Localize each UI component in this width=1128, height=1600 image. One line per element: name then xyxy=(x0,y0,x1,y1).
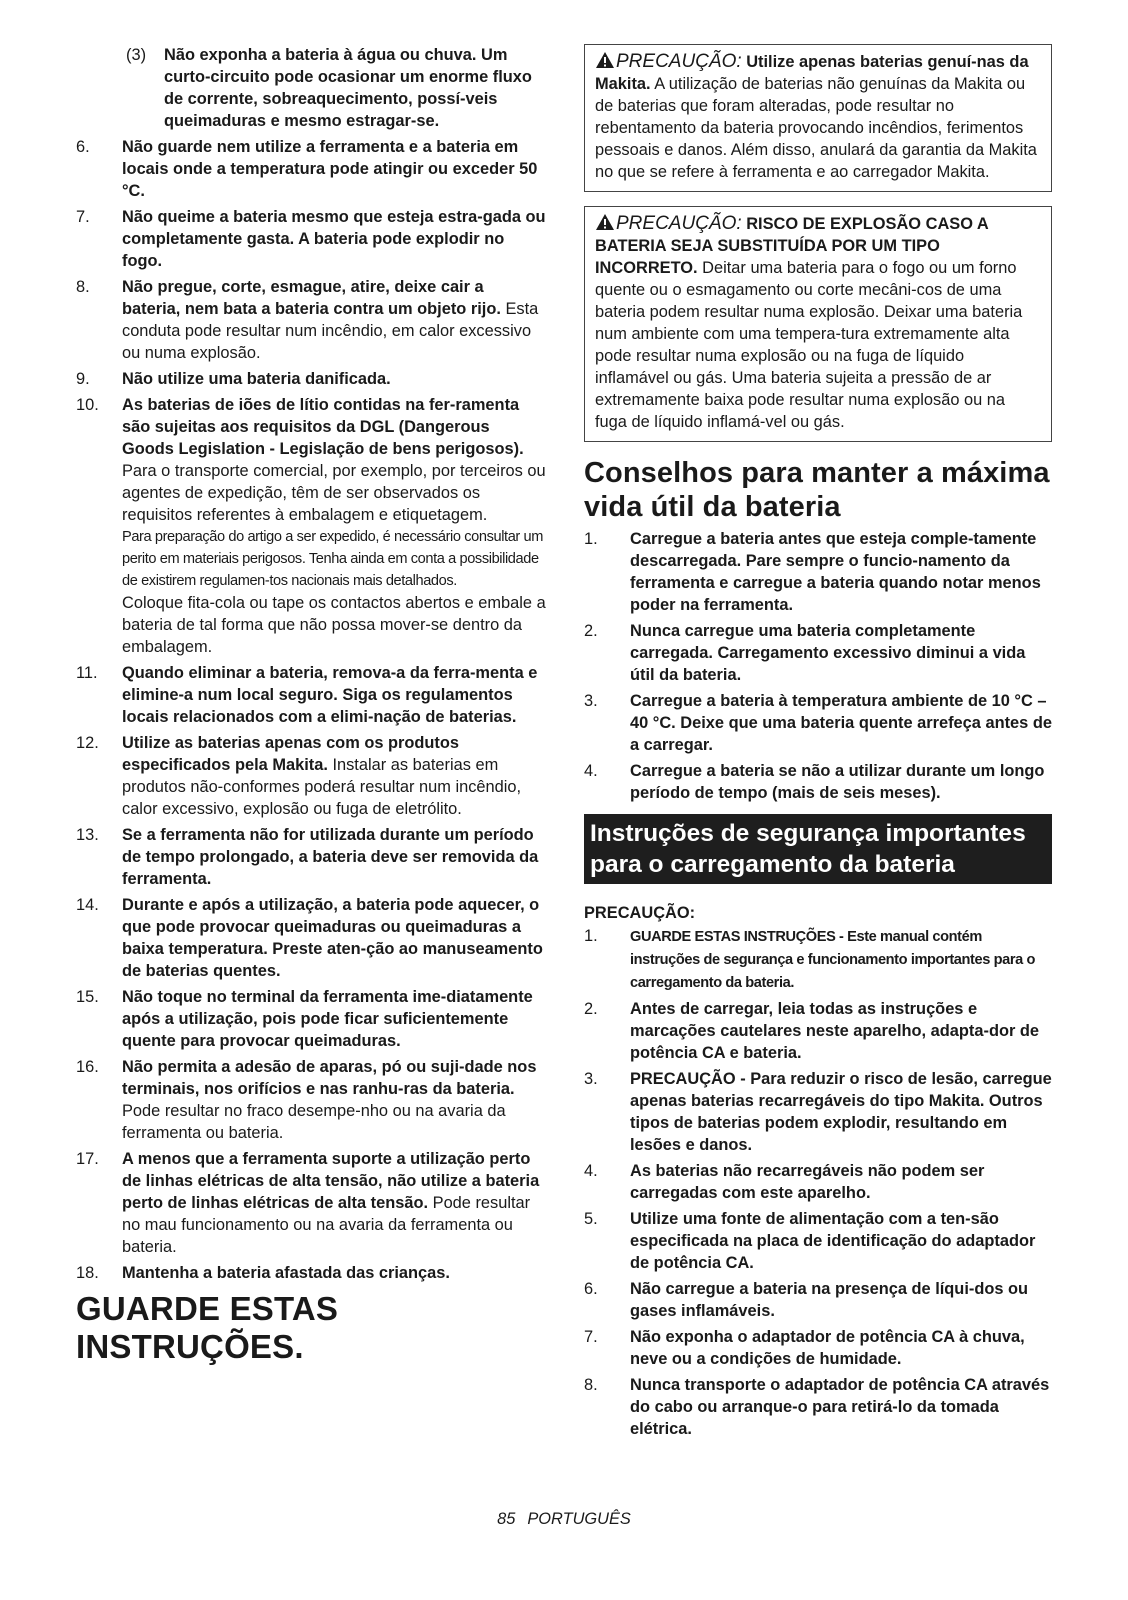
shipping-paragraph: Para preparação do artigo a ser expedido, é necessário consultar um perito em materiais perigosos. Tenha ainda em conta a possibilidade de existirem regulamen-tos nacionais mais detalhados. xyxy=(122,529,544,589)
item-bold-text: As baterias não recarregáveis não podem ser carregadas com este aparelho. xyxy=(630,1162,985,1202)
list-item xyxy=(584,1326,1052,1370)
item-bold-text: Não carregue a bateria na presença de líqui-dos ou gases inflamáveis. xyxy=(630,1280,1029,1320)
caution-bold-text: RISCO DE EXPLOSÃO CASO A BATERIA SEJA SUBSTITUÍDA POR UM TIPO INCORRETO. xyxy=(595,215,989,277)
item-number: 8. xyxy=(76,278,90,296)
item-number: 6. xyxy=(76,138,90,156)
list-item xyxy=(76,1262,546,1284)
charging-safety-heading: Instruções de segurança importantes para o carregamento da bateria xyxy=(584,814,1052,884)
item-bold-text: Se a ferramenta não for utilizada durante um período de tempo prolongado, a bateria deve ser removida da ferramenta. xyxy=(122,826,539,888)
item-bold-text: Durante e após a utilização, a bateria pode aquecer, o que pode provocar queimaduras ou queimaduras a baixa temperatura. Preste aten-ção ao manuseamento de baterias quentes. xyxy=(122,896,543,980)
item-number: 9. xyxy=(76,370,90,388)
item-bold-text: Carregue a bateria à temperatura ambiente de 10 °C – 40 °C. Deixe que uma bateria quente arrefeça antes de a carregar. xyxy=(630,692,1052,754)
battery-safety-list-a xyxy=(76,136,546,1284)
item-number: 3. xyxy=(584,692,598,710)
charging-safety-list xyxy=(584,925,1052,1440)
item-number: 4. xyxy=(584,762,598,780)
caution-normal-text: Deitar uma bateria para o fogo ou um forno quente ou o esmagamento ou corte mecâni-cos de uma bateria podem resultar numa explosão. Deixar uma bateria num ambiente com uma tempera-tura extremamente alta pode resultar numa explosão ou na fuga de líquido inflamável ou gás. Uma bateria sujeita a pressão de ar extremamente baixa pode resultar numa explosão ou na fuga de líquido inflamá-vel ou gás. xyxy=(595,259,1023,431)
item-normal-text: Instalar as baterias em produtos não-conformes poderá resultar num incêndio, calor excessivo, explosão ou fuga de eletrólito. xyxy=(122,756,522,818)
item-normal-text: Esta conduta pode resultar num incêndio, em calor excessivo ou numa explosão. xyxy=(122,300,539,362)
caution-heading: PRECAUÇÃO: xyxy=(584,904,696,922)
item-number: 12. xyxy=(76,734,99,752)
item-number: 4. xyxy=(584,1162,598,1180)
list-item-sub3 xyxy=(76,44,546,132)
item-normal-text: Pode resultar no mau funcionamento ou na avaria da ferramenta ou bateria. xyxy=(122,1194,531,1256)
item-number: 2. xyxy=(584,622,598,640)
item-bold-text: Não toque no terminal da ferramenta ime-diatamente após a utilização, pois pode ficar suficientemente quente para provocar queimaduras. xyxy=(122,988,533,1050)
item-number: (3) xyxy=(126,46,147,64)
item-number: 13. xyxy=(76,826,99,844)
item-normal-text: Pode resultar no fraco desempe-nho ou na avaria da ferramenta ou bateria. xyxy=(122,1102,506,1142)
item-text: Não exponha a bateria à água ou chuva. Um curto-circuito pode ocasionar um enorme fluxo de corrente, sobreaquecimento, possí-veis queimaduras e mesmo estragar-se. xyxy=(164,46,532,130)
page-number: 85 xyxy=(497,1510,516,1528)
item-bold-text: GUARDE ESTAS INSTRUÇÕES - Este manual contém instruções de segurança e funcionamento importantes para o carregamento da bateria. xyxy=(630,929,1035,991)
caution-bold-text: Utilize apenas baterias genuí-nas da Makita. xyxy=(595,53,1029,93)
item-number: 11. xyxy=(76,664,98,682)
page-footer xyxy=(0,1510,1128,1529)
list-item xyxy=(76,824,546,890)
list-item xyxy=(584,620,1052,686)
item-number: 8. xyxy=(584,1376,598,1394)
caution-label: PRECAUÇÃO: xyxy=(616,213,742,234)
item-bold-text: Não utilize uma bateria danificada. xyxy=(122,370,391,388)
item-number: 1. xyxy=(584,927,598,945)
list-item xyxy=(584,1208,1052,1274)
list-item xyxy=(584,925,1052,994)
item-bold-text: Não pregue, corte, esmague, atire, deixe cair a bateria, nem bata a bateria contra um objeto rijo. xyxy=(122,278,501,318)
language-label: PORTUGUÊS xyxy=(527,1510,631,1528)
item-number: 15. xyxy=(76,988,99,1006)
item-bold-text: A menos que a ferramenta suporte a utilização perto de linhas elétricas de alta tensão, não utilize a bateria perto de linhas elétricas de alta tensão. xyxy=(122,1150,540,1212)
save-instructions-heading: GUARDE ESTAS INSTRUÇÕES. xyxy=(76,1290,339,1365)
list-item xyxy=(76,1056,546,1144)
item-bold-text: Mantenha a bateria afastada das crianças. xyxy=(122,1264,450,1282)
list-item xyxy=(76,662,546,728)
item-number: 2. xyxy=(584,1000,598,1018)
list-item xyxy=(76,732,546,820)
list-item xyxy=(76,894,546,982)
list-item xyxy=(76,206,546,272)
item-bold-text: Não queime a bateria mesmo que esteja estra-gada ou completamente gasta. A bateria pode explodir no fogo. xyxy=(122,208,546,270)
list-item xyxy=(584,998,1052,1064)
item-bold-text: PRECAUÇÃO - Para reduzir o risco de lesão, carregue apenas baterias recarregáveis do tipo Makita. Outros tipos de baterias podem explodir, resultando em lesões e danos. xyxy=(630,1070,1052,1154)
list-item xyxy=(584,528,1052,616)
left-column xyxy=(76,44,546,1366)
list-item xyxy=(76,276,546,364)
item-bold-text: Carregue a bateria antes que esteja comple-tamente descarregada. Pare sempre o funcio-namento da ferramenta e carregue a bateria quando notar menos poder na ferramenta. xyxy=(630,530,1041,614)
caution-normal-text: A utilização de baterias não genuínas da Makita ou de baterias que foram alteradas, pode resultar no rebentamento da bateria provocando incêndios, ferimentos pessoais e danos. Além disso, anulará da garantia da Makita no que se refere à ferramenta e ao carregador Makita. xyxy=(595,75,1037,181)
battery-life-heading: Conselhos para manter a máxima vida útil da bateria xyxy=(584,457,1050,523)
list-item xyxy=(584,1068,1052,1156)
item-bold-text: As baterias de iões de lítio contidas na fer-ramenta são sujeitas aos requisitos da DGL (Dangerous Goods Legislation - Legislação de bens perigosos). xyxy=(122,396,524,458)
list-item xyxy=(584,760,1052,804)
item-number: 3. xyxy=(584,1070,598,1088)
item-bold-text: Nunca transporte o adaptador de potência CA através do cabo ou arranque-o para retirá-lo da tomada elétrica. xyxy=(630,1376,1050,1438)
item-number: 5. xyxy=(584,1210,598,1228)
item-number: 16. xyxy=(76,1058,99,1076)
item-number: 7. xyxy=(584,1328,598,1346)
item-bold-text: Quando eliminar a bateria, remova-a da ferra-menta e elimine-a num local seguro. Siga os regulamentos locais relacionados com a elimi-nação de baterias. xyxy=(122,664,538,726)
item-number: 17. xyxy=(76,1150,99,1168)
caution-box-genuine-batteries xyxy=(584,44,1052,192)
caution-label: PRECAUÇÃO: xyxy=(616,51,742,72)
item-bold-text: Carregue a bateria se não a utilizar durante um longo período de tempo (mais de seis meses). xyxy=(630,762,1045,802)
item-number: 7. xyxy=(76,208,90,226)
transport-paragraph: Para o transporte comercial, por exemplo, por terceiros ou agentes de expedição, têm de ser observados os requisitos referentes à embalagem e etiquetagem. xyxy=(122,462,546,524)
battery-life-tips xyxy=(584,528,1052,804)
list-item xyxy=(76,1148,546,1258)
item-bold-text: Não guarde nem utilize a ferramenta e a bateria em locais onde a temperatura pode atingir ou exceder 50 °C. xyxy=(122,138,538,200)
item-bold-text: Antes de carregar, leia todas as instruções e marcações cautelares neste aparelho, adapta-dor de potência CA e bateria. xyxy=(630,1000,1040,1062)
item-bold-text: Utilize as baterias apenas com os produtos especificados pela Makita. xyxy=(122,734,460,774)
list-item-10 xyxy=(76,394,546,658)
item-bold-text: Não permita a adesão de aparas, pó ou suji-dade nos terminais, nos orifícios e nas ranhu-ras da bateria. xyxy=(122,1058,537,1098)
item-bold-text: Utilize uma fonte de alimentação com a ten-são especificada na placa de identificação do adaptador de potência CA. xyxy=(630,1210,1036,1272)
packing-paragraph: Coloque fita-cola ou tape os contactos abertos e embale a bateria de tal forma que não possa mover-se dentro da embalagem. xyxy=(122,594,546,656)
item-number: 10. xyxy=(76,396,99,414)
item-bold-text: Não exponha o adaptador de potência CA à chuva, neve ou a condições de humidade. xyxy=(630,1328,1025,1368)
item-number: 1. xyxy=(584,530,598,548)
caution-box-explosion-risk xyxy=(584,206,1052,442)
item-number: 6. xyxy=(584,1280,598,1298)
item-number: 14. xyxy=(76,896,99,914)
list-item xyxy=(76,986,546,1052)
warning-triangle-icon xyxy=(595,213,615,231)
list-item xyxy=(584,1278,1052,1322)
list-item xyxy=(584,1374,1052,1440)
list-item xyxy=(584,690,1052,756)
item-bold-text: Nunca carregue uma bateria completamente carregada. Carregamento excessivo diminui a vida útil da bateria. xyxy=(630,622,1026,684)
warning-triangle-icon xyxy=(595,51,615,69)
list-item xyxy=(76,136,546,202)
item-number: 18. xyxy=(76,1264,99,1282)
list-item xyxy=(584,1160,1052,1204)
list-item xyxy=(76,368,546,390)
right-column xyxy=(584,44,1052,1444)
